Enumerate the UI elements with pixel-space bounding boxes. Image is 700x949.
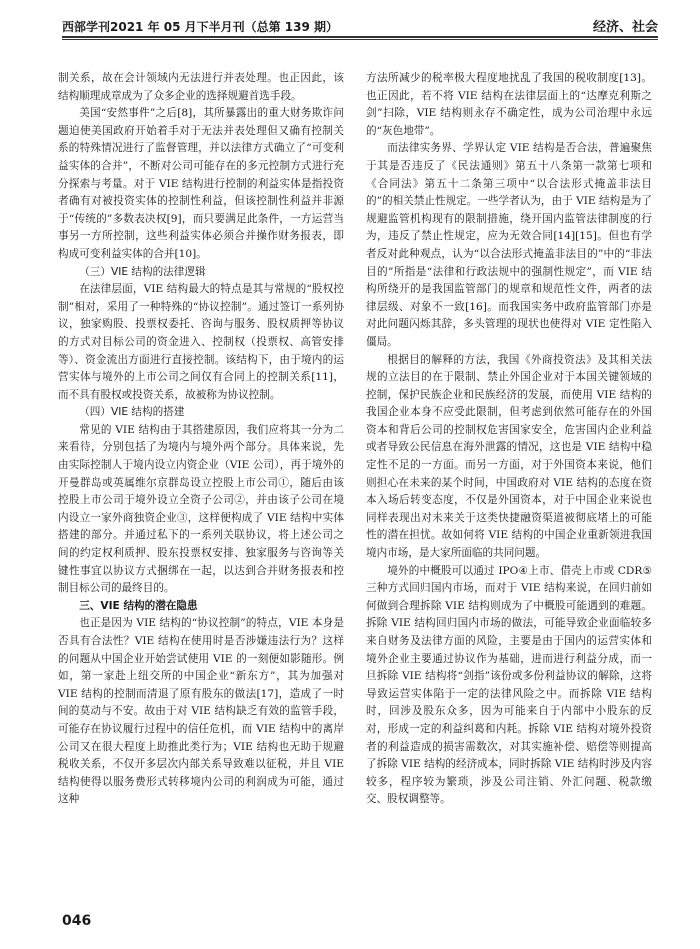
left-column [58,70,344,809]
section-label: 经济、社会 [592,20,658,35]
page-number: 046 [62,913,92,929]
body-paragraph: 而法律实务界、学界认定 VIE 结构是否合法，普遍聚焦于其是否违反了《民法通则》第五十八条第一款第七项和《合同法》第五十二条第三项中“以合法形式掩盖非法目的”的相关禁止性规定。一些学者认为，由于 VIE 结构是为了规避监管机构现有的限制措施，绕开国内监管法律制度的行为，违反了禁止性规定，应为无效合同[14][15]。但也有学者反对此种观点，认为“以合法形式掩盖非法目的”中的“非法目的”所指是“法律和行政法规中的强制性规定”，而 VIE 结构所绕开的是我国监管部门的规章和规范性文件，两者的法律层级、对象不一致[16]。而我国实务中政府监管部门亦是对此问题闪烁其辞，多头管理的现状也使得对 VIE 定性陷入僵局。 [366,142,652,348]
page-header [62,14,658,36]
header-rule-thin [62,39,658,40]
section-heading: 三、VIE 结构的潜在隐患 [79,599,198,612]
body-paragraph: 在法律层面，VIE 结构最大的特点是其与常规的“股权控制”相对，采用了一种特殊的“协议控制”。通过签订一系列协议，独家购股、投票权委托、咨询与服务、股权质押等协议的方式对目标公司的资金进入、控制权（投票权、高管安排等）、资金流出方面进行直接控制。该结构下，由于境内的运营实体与境外的上市公司之间仅有合同上的控制关系[11]，而不具有股权或投资关系，故被称为协议控制。 [58,283,344,401]
body-paragraph: 也正是因为 VIE 结构的“协议控制”的特点，VIE 本身是否具有合法性？VIE 结构在使用时是否涉嫌违法行为？这样的问题从中国企业开始尝试使用 VIE 的一刻便如影随形。例如，第一家赴上纽交所的中国企业“新东方”，其为加强对 VIE 结构的控制而清退了原有股东的做法[17]，造成了一时间的莫动与不安。故由于对 VIE 结构缺乏有效的监管手段，可能存在协议履行过程中的信任危机，而 VIE 结构中的离岸公司又在很大程度上助推此类行为；VIE 结构也无助于规避税收关系，不仅开多层次内部关系导致难以征税，并且 VIE 结构使得以服务费形式转移境内公司的利润成为可能，通过这种 [58,617,344,806]
body-paragraph: 根据目的解释的方法，我国《外商投资法》及其相关法规的立法目的在于限制、禁止外国企业对于本国关键领域的控制，保护民族企业和民族经济的发展，而使用 VIE 结构的我国企业本身不应受此限制，但考虑到依然可能存在的外国资本和背后公司的控制权危害国家安全，危害国内企业利益或者导致公民信息在海外泄露的情况，这也是 VIE 结构中稳定性不足的一方面。而另一方面，对于外国资本来说，他们则担心在未来的某个时间，中国政府对 VIE 结构的态度在资本入场后转变态度，不仅是外国资本，对于中国企业来说也同样表现出对未来关于这类快捷融资渠道被彻底堵上的可能性的潜在担忧。故如何将 VIE 结构的中国企业重新领进我国境内市场，是大家所面临的共同问题。 [366,353,652,560]
section-heading: （四）VIE 结构的搭建 [79,406,185,419]
right-column [366,70,652,809]
body-paragraph: 美国“安然事件”之后[8]，其所暴露出的重大财务欺诈问题迫使美国政府开始着手对于无法并表处理但又确有控制关系的特殊情况进行了监督管理，并以法律方式确立了“可变利益实体的合并”，不断对公司可能存在的多元控制方式进行充分探索与考量。对于 VIE 结构进行控制的利益实体是指投资者确有对被投资实体的控制性利益，但该控制性利益并非源于“传统的”多数表决权[9]，而只要满足此条件，一方运营当事另一方所控制，这些利益实体必须合并操作财务报表，即构成可变利益实体的合并[10]。 [58,107,344,260]
header-rule [62,36,658,38]
body-paragraph: 境外的中概股可以通过 IPO④上市、借壳上市或 CDR⑤三种方式回归国内市场，而对于 VIE 结构来说，在回归前如何做到合理拆除 VIE 结构则成为了中概股可能遇到的难题。拆除 VIE 结构回归国内市场的做法，可能导致企业面临较多来自财务及法律方面的风险，主要是由于国内的运营实体和境外企业主要通过协议作为基础，进而进行利益分成，而一旦拆除 VIE 结构将“剑指”该份或多份利益协议的解除，这将导致运营实体陷于一定的法律风险之中。而拆除 VIE 结构时，回涉及股东众多，因为可能来自于内部中小股东的反对，形成一定的利益纠葛和内耗。拆除 VIE 结构对境外投资者的利益造成的损害需数次，对其实施补偿、赔偿等则提高了拆除 VIE 结构的经济成本，同时拆除 VIE 结构时涉及内容较多，程序较为繁琐，涉及公司注销、外汇问题、税款缴交、股权调整等。 [366,564,652,806]
body-paragraph: 常见的 VIE 结构由于其搭建原因，我们应将其一分为二来看待，分别包括了为境内与境外两个部分。具体来说，先由实际控制人于境内设立内资企业（VIE 公司），再于境外的开曼群岛或英属维尔京群岛设立控股上市公司①，随后由该控股上市公司于境外设立全资子公司②，并由该子公司在境内设立一家外商独资企业③，这样便构成了 VIE 结构中实体搭建的部分。并通过私下的一系列关联协议，将上述公司之间的约定权利质押、股东投票权安排、独家服务与咨询等关键性事宜以协议方式捆绑在一起，以达到合并财务报表和控制目标公司的最终目的。 [58,423,344,595]
section-heading: （三）VIE 结构的法律逻辑 [79,265,206,278]
body-paragraph: 方法所减少的税率极大程度地扰乱了我国的税收制度[13]。也正因此，若不将 VIE 结构在法律层面上的“达摩克利斯之剑”扫除，VIE 结构则永存不确定性，成为公司治理中永远的“灰色地带”。 [366,72,652,137]
body-paragraph: 制关系，故在会计领域内无法进行并表处理。也正因此，该结构顺理成章成为了众多企业的选择规避首选手段。 [58,72,344,102]
journal-masthead: 西部学刊2021 年 05 月下半月刊（总第 139 期） [62,20,339,34]
